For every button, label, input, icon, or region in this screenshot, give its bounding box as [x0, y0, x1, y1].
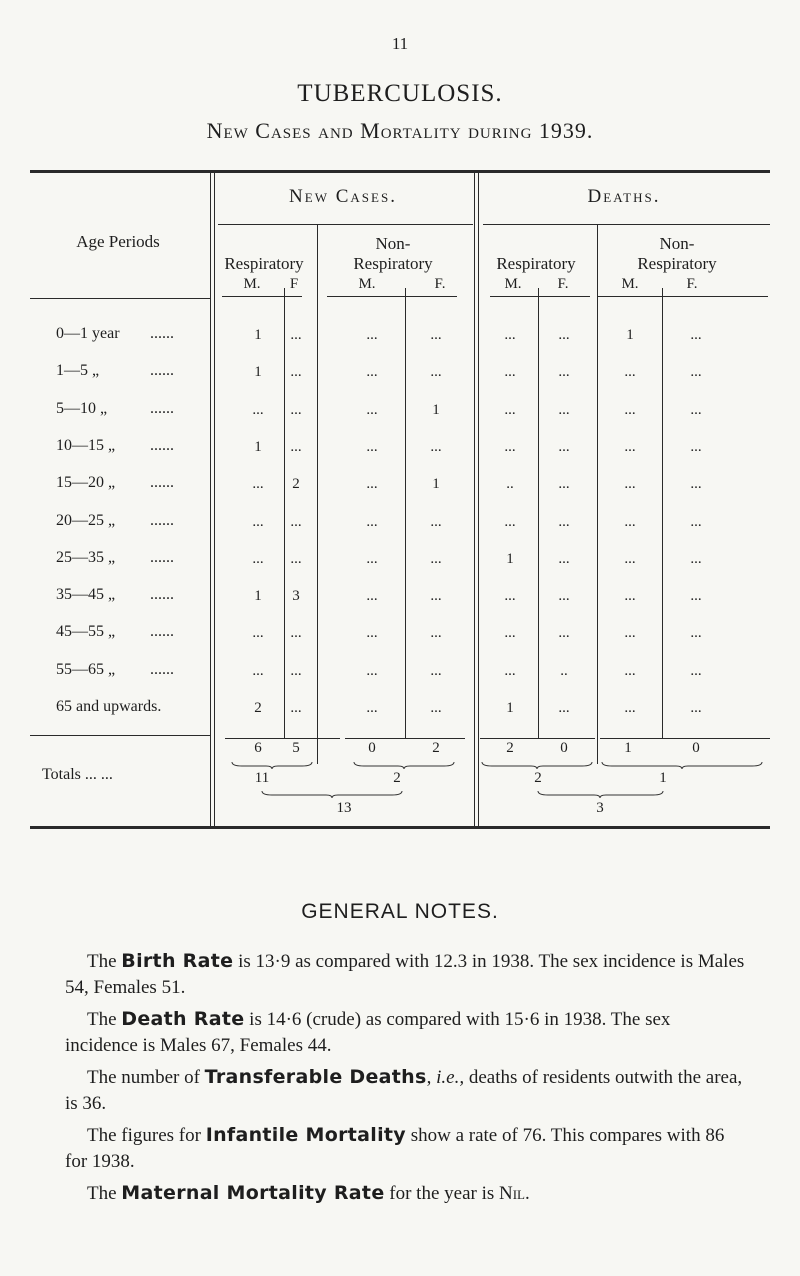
- brace-deaths-resp: [482, 760, 592, 770]
- vline-mid-b: [478, 172, 479, 827]
- table-cell: ...: [366, 327, 378, 343]
- header-new-respiratory: Respiratory: [224, 254, 304, 273]
- table-cell: ...: [290, 551, 302, 567]
- table-cell: 2: [254, 700, 262, 716]
- table-cell: ...: [430, 551, 442, 567]
- leader-dots: ......: [150, 437, 174, 454]
- table-cell: 1: [432, 476, 440, 492]
- table-cell: ...: [252, 663, 264, 679]
- keyword-infantile-mortality: Infantile Mortality: [205, 1124, 406, 1146]
- table-cell: ...: [504, 588, 516, 604]
- header-age-periods: Age Periods: [76, 232, 160, 251]
- table-cell: 3: [292, 588, 300, 604]
- vline-sex-2: [405, 288, 406, 738]
- table-cell: ...: [504, 327, 516, 343]
- age-period-label: 5—10 „: [56, 400, 108, 417]
- table-cell: ...: [290, 663, 302, 679]
- table-cell: ...: [430, 700, 442, 716]
- keyword-birth-rate: Birth Rate: [121, 950, 234, 972]
- table-cell: ...: [624, 551, 636, 567]
- table-cell: ...: [558, 364, 570, 380]
- total-new-resp-m: 6: [254, 740, 262, 756]
- table-cell: ...: [690, 700, 702, 716]
- table-cell: ...: [624, 514, 636, 530]
- table-cell: ...: [558, 625, 570, 641]
- table-cell: ...: [290, 402, 302, 418]
- age-period-label: 45—55 „: [56, 623, 116, 640]
- table-cell: ...: [252, 402, 264, 418]
- header-sex-f: F: [289, 276, 299, 292]
- page-title: TUBERCULOSIS.: [297, 80, 503, 107]
- header-new-non-respiratory: [353, 234, 432, 274]
- totals-label: Totals ... ...: [42, 766, 113, 783]
- table-cell: ...: [558, 514, 570, 530]
- subtotal-new-resp: 11: [254, 770, 270, 786]
- table-cell: ...: [366, 439, 378, 455]
- table-bottom-rule: [30, 826, 770, 829]
- age-period-label: 65 and upwards.: [56, 698, 162, 715]
- keyword-maternal-mortality-rate: Maternal Mortality Rate: [121, 1182, 385, 1204]
- subtotal-deaths-resp: 2: [534, 770, 542, 786]
- table-cell: ...: [366, 364, 378, 380]
- table-cell: ...: [290, 514, 302, 530]
- age-header-rule: [30, 298, 210, 299]
- note-transferable-deaths: [65, 1064, 745, 1117]
- vline-mid-a: [474, 172, 475, 827]
- table-cell: ...: [624, 364, 636, 380]
- table-cell: ...: [290, 700, 302, 716]
- header-sex-f: F.: [686, 276, 698, 292]
- table-cell: ...: [558, 439, 570, 455]
- table-cell: ...: [624, 402, 636, 418]
- table-cell: ...: [504, 364, 516, 380]
- age-period-label: 15—20 „: [56, 474, 116, 491]
- vline-sex-1: [284, 288, 285, 738]
- total-deaths-resp-f: 0: [560, 740, 568, 756]
- note-text: ,: [426, 1067, 437, 1088]
- grand-total-new-cases: 13: [336, 800, 352, 816]
- leader-dots: ......: [150, 474, 174, 491]
- table-cell: ...: [690, 588, 702, 604]
- brace-new-cases-total: [262, 789, 402, 799]
- age-period-label: 35—45 „: [56, 586, 116, 603]
- header-non-line2: Respiratory: [637, 254, 717, 273]
- table-cell: ...: [558, 476, 570, 492]
- vline-resp-new: [317, 224, 318, 764]
- header-deaths-non-respiratory: [637, 234, 716, 274]
- header-new-cases: New Cases.: [289, 186, 397, 207]
- table-cell: ...: [430, 663, 442, 679]
- total-new-resp-f: 5: [292, 740, 300, 756]
- table-cell: ...: [690, 551, 702, 567]
- table-cell: ...: [690, 625, 702, 641]
- note-text: is 14·6 (crude) as compared with 15·6 in 1938. The sex incidence is Males 67, Females 44.: [65, 1009, 671, 1056]
- table-cell: ...: [290, 439, 302, 455]
- table-cell: 1: [254, 364, 262, 380]
- table-cell: ...: [558, 551, 570, 567]
- age-totals-rule: [30, 735, 210, 736]
- page-number: 11: [391, 34, 409, 53]
- table-cell: ...: [624, 476, 636, 492]
- table-cell: ...: [624, 700, 636, 716]
- table-cell: 1: [506, 700, 514, 716]
- table-cell: ...: [504, 514, 516, 530]
- table-cell: ...: [504, 625, 516, 641]
- table-cell: 1: [506, 551, 514, 567]
- age-period-label: 20—25 „: [56, 512, 116, 529]
- table-cell: ...: [366, 551, 378, 567]
- table-cell: ...: [504, 439, 516, 455]
- age-period-label: 25—35 „: [56, 549, 116, 566]
- note-text: for the year is: [384, 1183, 499, 1204]
- table-cell: ...: [430, 439, 442, 455]
- sex-rule-1: [222, 296, 302, 297]
- page-subtitle: New Cases and Mortality during 1939.: [206, 118, 594, 143]
- table-cell: ...: [690, 402, 702, 418]
- table-cell: ...: [366, 402, 378, 418]
- note-text: The: [87, 951, 122, 972]
- totals-rule-1: [225, 738, 340, 739]
- age-period-label: 55—65 „: [56, 661, 116, 678]
- table-cell: ...: [558, 700, 570, 716]
- table-cell: ...: [690, 663, 702, 679]
- table-cell: ...: [504, 402, 516, 418]
- table-cell: ..: [560, 663, 568, 679]
- sex-rule-4: [598, 296, 768, 297]
- header-non-line2: Respiratory: [353, 254, 433, 273]
- header-sex-f: F.: [557, 276, 569, 292]
- table-cell: ...: [690, 439, 702, 455]
- notes-title: GENERAL NOTES.: [301, 900, 499, 923]
- leader-dots: ......: [150, 586, 174, 603]
- total-deaths-non-f: 0: [692, 740, 700, 756]
- age-period-label: 10—15 „: [56, 437, 116, 454]
- note-text: The: [87, 1009, 122, 1030]
- note-text: is 13·9 as compared with 12.3 in 1938. The sex incidence is Males 54, Females 51.: [65, 951, 745, 998]
- table-cell: ...: [290, 364, 302, 380]
- table-cell: ...: [252, 625, 264, 641]
- table-cell: ...: [624, 439, 636, 455]
- header-sex-m: M.: [504, 276, 522, 292]
- table-cell: ...: [366, 514, 378, 530]
- table-cell: ...: [366, 663, 378, 679]
- table-cell: ...: [624, 625, 636, 641]
- group-rule-new-cases: [218, 224, 473, 225]
- note-infantile-mortality: [65, 1122, 745, 1175]
- header-deaths-respiratory: Respiratory: [496, 254, 576, 273]
- leader-dots: ......: [150, 512, 174, 529]
- leader-dots: ......: [150, 362, 174, 379]
- leader-dots: ......: [150, 661, 174, 678]
- vline-sex-3: [538, 288, 539, 738]
- table-cell: ...: [430, 364, 442, 380]
- table-cell: ...: [430, 514, 442, 530]
- leader-dots: ......: [150, 549, 174, 566]
- leader-dots: ......: [150, 623, 174, 640]
- vline-left-a: [210, 172, 211, 827]
- vline-left-b: [214, 172, 215, 827]
- table-cell: ...: [558, 588, 570, 604]
- table-cell: 1: [626, 327, 634, 343]
- note-text: The: [87, 1183, 122, 1204]
- table-cell: ...: [430, 327, 442, 343]
- note-ie: i.e.,: [436, 1067, 465, 1088]
- table-cell: ...: [290, 327, 302, 343]
- grand-total-deaths: 3: [596, 800, 604, 816]
- note-death-rate: [65, 1006, 745, 1059]
- brace-new-resp: [232, 760, 312, 770]
- leader-dots: ......: [150, 325, 174, 342]
- keyword-death-rate: Death Rate: [121, 1008, 245, 1030]
- brace-new-non: [354, 760, 454, 770]
- table-cell: 1: [254, 439, 262, 455]
- note-text: deaths of residents outwith the area, is 36.: [65, 1067, 743, 1114]
- vline-sex-4: [662, 288, 663, 738]
- table-cell: ...: [690, 514, 702, 530]
- table-cell: ...: [624, 663, 636, 679]
- table-cell: ...: [430, 625, 442, 641]
- table-cell: ...: [252, 476, 264, 492]
- keyword-transferable-deaths: Transferable Deaths: [204, 1066, 427, 1088]
- table-cell: ...: [690, 364, 702, 380]
- total-deaths-non-m: 1: [624, 740, 632, 756]
- total-new-non-f: 2: [432, 740, 440, 756]
- note-nil: Nil: [499, 1183, 525, 1204]
- header-sex-f: F.: [434, 276, 446, 292]
- totals-rule-4: [600, 738, 770, 739]
- table-cell: ..: [506, 476, 514, 492]
- subtotal-deaths-non: 1: [659, 770, 667, 786]
- table-cell: ...: [252, 551, 264, 567]
- table-cell: 2: [292, 476, 300, 492]
- table-cell: ...: [504, 663, 516, 679]
- note-birth-rate: [65, 948, 745, 1001]
- leader-dots: ......: [150, 400, 174, 417]
- table-cell: ...: [558, 402, 570, 418]
- total-new-non-m: 0: [368, 740, 376, 756]
- table-cell: ...: [690, 327, 702, 343]
- table-cell: ...: [366, 476, 378, 492]
- table-top-rule: [30, 170, 770, 173]
- note-text: show a rate of 76. This compares with 86 for 1938.: [65, 1125, 725, 1172]
- note-text: The figures for: [87, 1125, 206, 1146]
- vline-resp-deaths: [597, 224, 598, 764]
- totals-rule-2: [345, 738, 465, 739]
- note-text: .: [525, 1183, 530, 1204]
- table-cell: 1: [254, 588, 262, 604]
- brace-deaths-non: [602, 760, 762, 770]
- table-cell: ...: [430, 588, 442, 604]
- header-non-line1: Non-: [375, 234, 411, 253]
- subtotal-new-non: 2: [393, 770, 401, 786]
- header-deaths: Deaths.: [587, 186, 661, 207]
- total-deaths-resp-m: 2: [506, 740, 514, 756]
- totals-rule-3: [480, 738, 595, 739]
- note-text: The number of: [87, 1067, 205, 1088]
- note-maternal-mortality: [65, 1180, 745, 1207]
- sex-rule-2: [327, 296, 457, 297]
- group-rule-deaths: [483, 224, 770, 225]
- age-period-label: 1—5 „: [56, 362, 100, 379]
- table-cell: ...: [624, 588, 636, 604]
- header-sex-m: M.: [243, 276, 261, 292]
- table-cell: 1: [254, 327, 262, 343]
- table-cell: ...: [558, 327, 570, 343]
- table-cell: 1: [432, 402, 440, 418]
- sex-rule-3: [490, 296, 590, 297]
- header-sex-m: M.: [358, 276, 376, 292]
- table-cell: ...: [366, 700, 378, 716]
- table-cell: ...: [690, 476, 702, 492]
- age-period-label: 0—1 year: [56, 325, 120, 342]
- table-cell: ...: [290, 625, 302, 641]
- header-non-line1: Non-: [659, 234, 695, 253]
- brace-deaths-total: [538, 789, 663, 799]
- table-cell: ...: [366, 625, 378, 641]
- table-cell: ...: [252, 514, 264, 530]
- table-cell: ...: [366, 588, 378, 604]
- header-sex-m: M.: [621, 276, 639, 292]
